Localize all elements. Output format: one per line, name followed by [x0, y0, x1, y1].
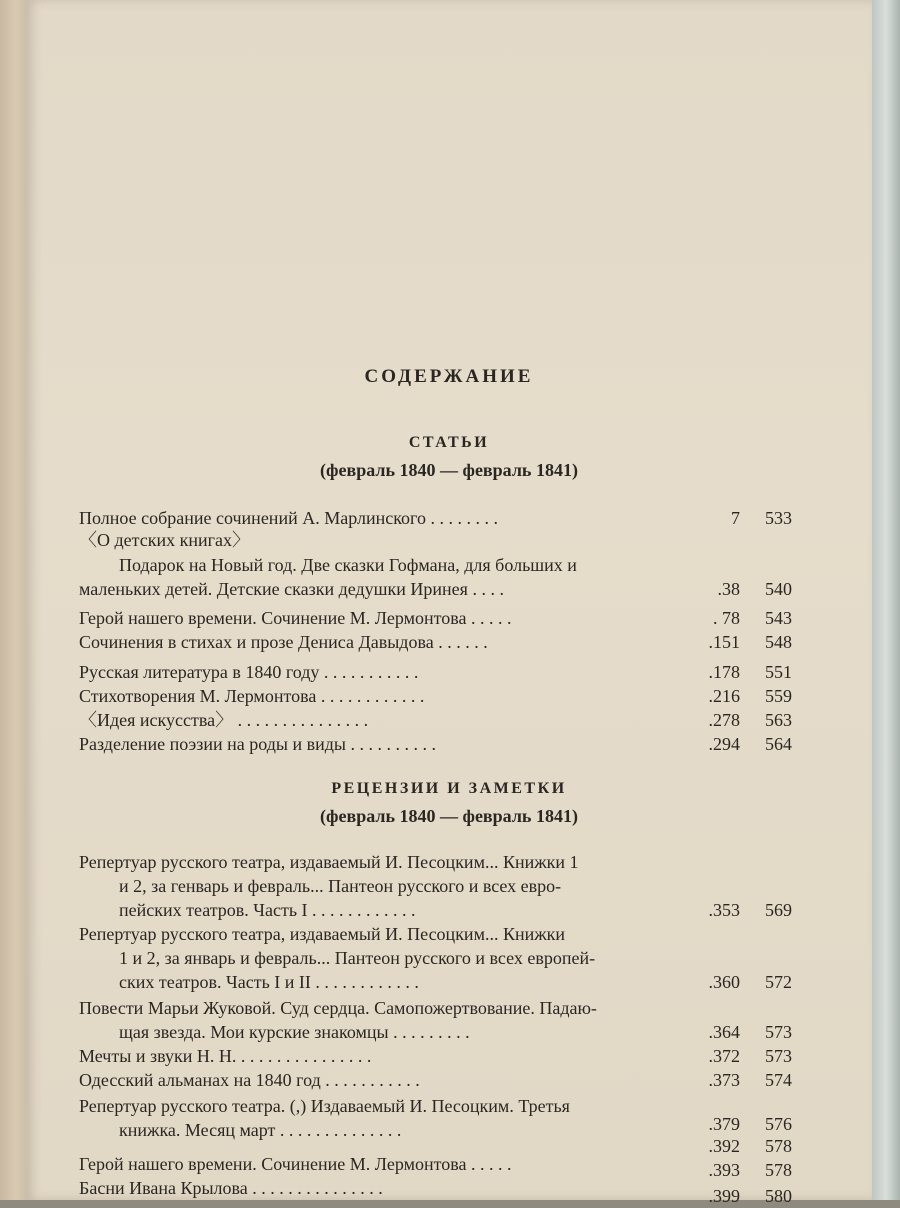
toc-note-page: 572	[765, 972, 792, 992]
toc-entry-title: Репертуар русского театра, издаваемый И. Песоцким... Книжки 1	[79, 852, 579, 872]
toc-note-page: 563	[765, 710, 792, 730]
toc-text-page: .392	[708, 1136, 740, 1156]
toc-note-page: 576	[765, 1114, 792, 1134]
toc-note-page: 569	[765, 900, 792, 920]
toc-note-page: 573	[765, 1022, 792, 1042]
toc-text-page: .178	[708, 662, 740, 682]
toc-entry-title-cont: и 2, за генварь и февраль... Пантеон русского и всех евро-	[119, 876, 562, 896]
toc-entry-title: Стихотворения М. Лермонтова . . . . . . . . . . . .	[79, 686, 425, 706]
toc-note-page: 574	[765, 1070, 792, 1090]
toc-text-page: . 78	[713, 608, 740, 628]
toc-text-page: .38	[717, 579, 740, 599]
toc-note-page: 559	[765, 686, 792, 706]
toc-entry-title: Репертуар русского театра. (,) Издаваемый И. Песоцким. Третья	[79, 1096, 570, 1116]
toc-entry-title-cont: щая звезда. Мои курские знакомцы . . . . . . . . .	[119, 1022, 470, 1042]
toc-entry-title-cont: книжка. Месяц март . . . . . . . . . . . . . .	[119, 1120, 402, 1140]
toc-text-page: .294	[708, 734, 740, 754]
toc-note-page: 540	[765, 579, 792, 599]
toc-note-page: 533	[765, 508, 792, 528]
toc-note-page: 564	[765, 734, 792, 754]
toc-entry-title-cont: маленьких детей. Детские сказки дедушки Иринея . . . .	[79, 579, 504, 599]
toc-text-page: .399	[708, 1186, 740, 1206]
toc-text-page: .360	[708, 972, 740, 992]
toc-entry-title: Повести Марьи Жуковой. Суд сердца. Самопожертвование. Падаю-	[79, 998, 597, 1018]
toc-entry-title: Разделение поэзии на роды и виды . . . . . . . . . .	[79, 734, 436, 754]
toc-text-page: .151	[708, 632, 740, 652]
page-title: СОДЕРЖАНИЕ	[364, 366, 534, 387]
toc-entry-title: Одесский альманах на 1840 год . . . . . . . . . . .	[79, 1070, 420, 1090]
toc-text-page: 7	[731, 508, 740, 528]
toc-text-page: .393	[708, 1160, 740, 1180]
toc-note-page: 580	[765, 1186, 792, 1206]
toc-entry-title-cont: пейских театров. Часть I . . . . . . . . . . . .	[119, 900, 416, 920]
toc-text-page: .372	[708, 1046, 740, 1066]
section-period-articles: (февраль 1840 — февраль 1841)	[320, 460, 578, 480]
toc-entry-title: Репертуар русского театра, издаваемый И. Песоцким... Книжки	[79, 924, 566, 944]
toc-entry-title-cont: ских театров. Часть I и II . . . . . . . . . . . .	[119, 972, 419, 992]
toc-text-page: .216	[708, 686, 740, 706]
toc-note-page: 578	[765, 1136, 792, 1156]
toc-text-page: .373	[708, 1070, 740, 1090]
toc-entry-title: Герой нашего времени. Сочинение М. Лермонтова . . . . .	[79, 608, 512, 628]
toc-entry-title: 〈Идея искусства〉 . . . . . . . . . . . . . . .	[79, 710, 369, 730]
toc-text-page: .379	[708, 1114, 740, 1134]
section-heading-reviews: РЕЦЕНЗИИ И ЗАМЕТКИ	[331, 780, 567, 797]
toc-entry-title: Мечты и звуки Н. Н. . . . . . . . . . . . . . . .	[79, 1046, 372, 1066]
toc-note-page: 548	[765, 632, 792, 652]
toc-note-page: 573	[765, 1046, 792, 1066]
toc-entry-title: Герой нашего времени. Сочинение М. Лермонтова . . . . .	[79, 1154, 512, 1174]
toc-entry-title: Басни Ивана Крылова . . . . . . . . . . . . . . .	[79, 1178, 383, 1198]
toc-entry-title: Полное собрание сочинений А. Марлинского . . . . . . . .	[79, 508, 498, 528]
toc-note-page: 551	[765, 662, 792, 682]
section-period-reviews: (февраль 1840 — февраль 1841)	[320, 806, 578, 826]
toc-entry-title: Подарок на Новый год. Две сказки Гофмана, для больших и	[119, 555, 577, 575]
toc-note-page: 543	[765, 608, 792, 628]
toc-entry-title: Сочинения в стихах и прозе Дениса Давыдова . . . . . .	[79, 632, 488, 652]
section-heading-articles: СТАТЬИ	[408, 434, 490, 451]
toc-text-page: .278	[708, 710, 740, 730]
toc-note-page: 578	[765, 1160, 792, 1180]
toc-entry-title: Русская литература в 1840 году . . . . . . . . . . .	[79, 662, 419, 682]
book-gutter	[0, 0, 26, 1200]
toc-text-page: .364	[708, 1022, 740, 1042]
toc-entry-title-cont: 1 и 2, за январь и февраль... Пантеон русского и всех европей-	[119, 948, 596, 968]
toc-text-page: .353	[708, 900, 740, 920]
toc-entry-title: 〈О детских книгах〉	[79, 530, 250, 550]
